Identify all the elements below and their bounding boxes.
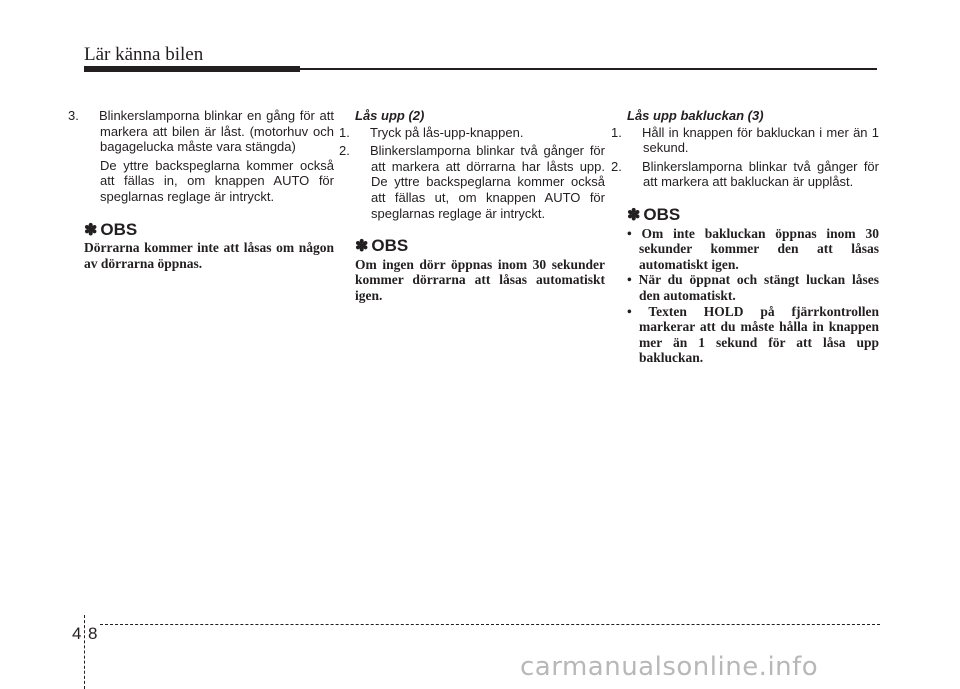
step-1	[611, 124, 879, 156]
step-1	[339, 124, 605, 141]
step-number: 1.	[611, 124, 622, 140]
obs-heading	[84, 219, 334, 239]
step-number: 3.	[68, 108, 79, 123]
step-text: Blinkerslamporna blinkar en gång för att markera att bilen är låst. (motorhuv och bagagelucka måste vara stängda)	[99, 108, 334, 155]
column-lock	[68, 108, 334, 271]
obs-text: Om ingen dörr öppnas inom 30 sekunder kommer dörrarna att låsas automatiskt igen.	[355, 256, 605, 303]
header-bar	[84, 66, 300, 72]
obs-bullet: • Texten HOLD på fjärrkontrollen markerar att du måste hålla in knappen mer än 1 sekund för att låsa upp bakluckan.	[627, 303, 879, 366]
column-tailgate	[611, 108, 879, 366]
page-number: 8	[88, 624, 98, 643]
obs-heading	[627, 204, 879, 224]
section-subhead: Lås upp (2)	[355, 108, 425, 123]
step-text: Blinkerslamporna blinkar två gånger för att markera att bakluckan är upplåst.	[642, 158, 879, 190]
chapter-number: 4	[72, 624, 82, 643]
step-text: Tryck på lås-upp-knappen.	[370, 124, 524, 140]
page-header-title: Lär känna bilen	[84, 44, 204, 65]
asterisk-icon: ✽	[84, 221, 98, 239]
step-text: Blinkerslamporna blinkar två gånger för att markera att dörrarna har låsts upp. De yttre backspeglarna kommer också att fällas ut, om knappen AUTO för speglarnas reglage är intryckt.	[370, 143, 605, 221]
step-number: 1.	[339, 124, 350, 140]
step-2	[339, 143, 605, 221]
step-number: 2.	[611, 158, 622, 174]
obs-title: OBS	[643, 204, 681, 224]
obs-text: Dörrarna kommer inte att låsas om någon av dörrarna öppnas.	[84, 240, 334, 271]
step-text: Håll in knappen för bakluckan i mer än 1 sekund.	[642, 124, 879, 156]
header-rule	[300, 68, 877, 70]
footer-rule	[100, 624, 880, 625]
asterisk-icon: ✽	[355, 238, 369, 256]
obs-heading	[355, 238, 605, 255]
obs-bullet: • Om inte bakluckan öppnas inom 30 sekunder kommer den att låsas automatiskt igen.	[627, 225, 879, 272]
section-subhead: Lås upp bakluckan (3)	[627, 108, 764, 123]
footer-divider	[84, 615, 85, 689]
step-3	[68, 108, 334, 155]
step-2	[611, 158, 879, 190]
obs-title: OBS	[371, 236, 409, 256]
obs-bullet: • När du öppnat och stängt luckan låses den automatiskt.	[627, 272, 879, 303]
watermark: carmanualsonline.info	[520, 652, 819, 682]
asterisk-icon: ✽	[627, 206, 641, 224]
step-3-extra: De yttre backspeglarna kommer också att fällas in, om knappen AUTO för speglarnas reglage är intryckt.	[100, 157, 334, 204]
step-number: 2.	[339, 143, 350, 159]
column-unlock	[339, 108, 605, 304]
obs-title: OBS	[100, 219, 138, 239]
